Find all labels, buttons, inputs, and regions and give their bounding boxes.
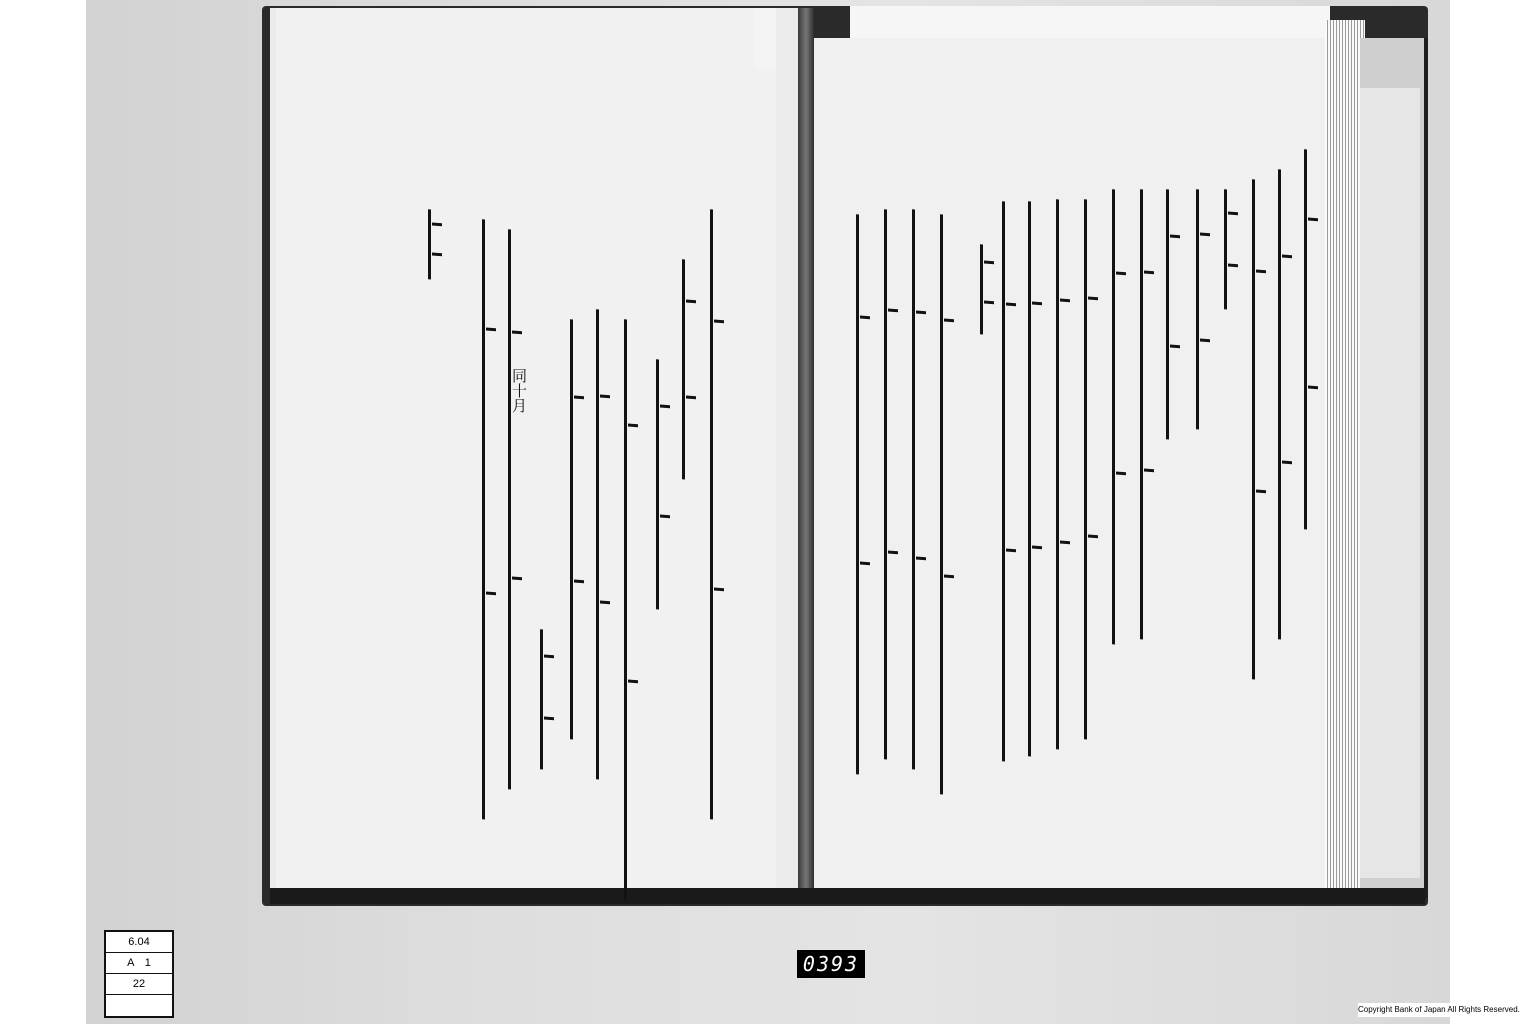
copyright-notice: Copyright Bank of Japan All Rights Reserved. bbox=[1358, 1003, 1534, 1017]
page-edges bbox=[1325, 20, 1365, 890]
manuscript-column bbox=[1224, 189, 1245, 310]
manuscript-column bbox=[710, 209, 731, 820]
book-gutter bbox=[798, 8, 814, 898]
manuscript-column bbox=[1196, 189, 1217, 430]
manuscript-column bbox=[856, 214, 877, 775]
manuscript-column bbox=[1252, 179, 1273, 680]
left-page-tab bbox=[754, 8, 776, 68]
manuscript-column bbox=[540, 629, 561, 770]
back-cover bbox=[1360, 38, 1428, 898]
manuscript-column bbox=[1056, 199, 1077, 750]
manuscript-column bbox=[940, 214, 961, 795]
manuscript-column bbox=[482, 219, 503, 820]
right-page-top-stack bbox=[850, 6, 1330, 40]
right-page-manuscript bbox=[850, 190, 1320, 800]
catalog-card-row: 6.04 bbox=[106, 932, 172, 953]
manuscript-column bbox=[624, 319, 645, 900]
manuscript-column bbox=[1084, 199, 1105, 740]
manuscript-column bbox=[508, 229, 529, 790]
catalog-card bbox=[104, 930, 174, 1018]
catalog-card-row: A 1 bbox=[106, 953, 172, 974]
manuscript-column bbox=[656, 359, 677, 610]
manuscript-column bbox=[1278, 169, 1299, 640]
manuscript-column bbox=[428, 209, 449, 280]
manuscript-column bbox=[980, 244, 1001, 335]
left-page-manuscript bbox=[420, 210, 720, 830]
manuscript-column bbox=[570, 319, 591, 740]
catalog-card-row bbox=[106, 995, 172, 1015]
manuscript-column bbox=[1140, 189, 1161, 640]
manuscript-column bbox=[1166, 189, 1187, 440]
manuscript-column bbox=[1304, 149, 1325, 530]
manuscript-column bbox=[1112, 189, 1133, 645]
date-annotation: 同十月 bbox=[510, 368, 528, 413]
manuscript-column bbox=[884, 209, 905, 760]
manuscript-column bbox=[596, 309, 617, 780]
catalog-card-row: 22 bbox=[106, 974, 172, 995]
book-bottom-edge bbox=[270, 888, 1425, 904]
frame-counter: 0393 bbox=[797, 950, 865, 978]
manuscript-column bbox=[1028, 201, 1049, 757]
manuscript-column bbox=[682, 259, 703, 480]
back-cover-inner bbox=[1360, 88, 1420, 878]
manuscript-column bbox=[912, 209, 933, 770]
manuscript-column bbox=[1002, 201, 1023, 762]
